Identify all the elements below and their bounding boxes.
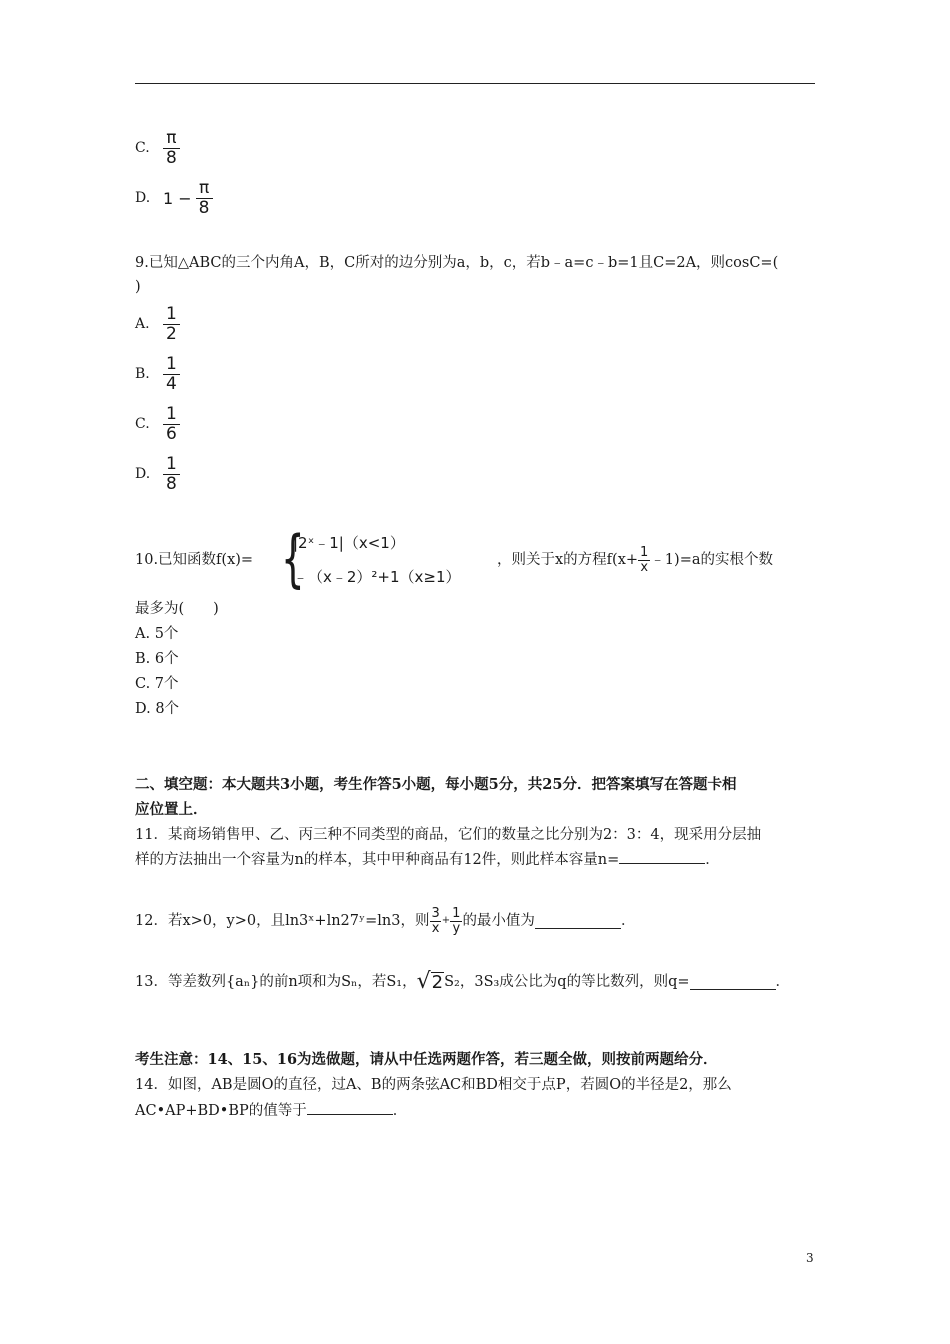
sqrt-icon: √ xyxy=(416,969,431,994)
q9-option-a: A. $\frac{1}{2}$ xyxy=(135,302,180,346)
section-heading-line2: 应位置上． xyxy=(135,801,208,818)
q9-stem-line2: ) xyxy=(135,279,141,295)
q9-option-b: B. $\frac{1}{4}$ xyxy=(135,352,180,396)
q10-prefix: 10.已知函数f(x)= xyxy=(135,552,254,568)
option-prefix: 1 − xyxy=(163,188,192,208)
q12: 12．若x>0，y>0，且ln3ˣ+ln27ʸ=ln3，则 $\frac{3}{x}$ + $\frac{1}{y}$ 的最小值为 ． xyxy=(135,905,636,936)
q10-stem-line2: 最多为( ) xyxy=(135,601,219,617)
q10-option-b: B. 6个 xyxy=(135,651,179,667)
q10-option-a: A. 5个 xyxy=(135,626,179,642)
q14-line1: 14．如图，AB是圆O的直径，过A、B的两条弦AC和BD相交于点P，若圆O的半径是2，那么 xyxy=(135,1077,732,1093)
answer-blank xyxy=(307,1100,393,1115)
piecewise-function xyxy=(281,522,491,595)
q11-line2: 样的方法抽出一个容量为n的样本，其中甲种商品有12件，则此样本容量n= ． xyxy=(135,849,720,870)
fraction: $\frac{1}{2}$ xyxy=(163,305,180,344)
q10-equation: ，则关于x的方程f(x+ $\frac{1}{x}$ ﹣1)=a的实根个数 xyxy=(497,544,773,575)
q13: 13．等差数列{aₙ}的前n项和为Sₙ，若S₁， √ 2 S₂，3S₃成公比为q的等比数列，则q= ． xyxy=(135,969,791,994)
fraction: $\frac{3}{x}$ xyxy=(431,905,440,936)
notice: 考生注意：14、15、16为选做题，请从中任选两题作答，若三题全做，则按前两题给分． xyxy=(135,1051,718,1068)
answer-blank xyxy=(535,914,621,929)
q9-option-d: D. $\frac{1}{8}$ xyxy=(135,452,180,496)
q8-option-d xyxy=(135,176,213,220)
q9-option-c: C. $\frac{1}{6}$ xyxy=(135,402,180,446)
fraction: $\frac{1}{4}$ xyxy=(163,355,180,394)
option-label: D. xyxy=(135,190,151,206)
fraction: $\frac{\pi}{8}$ xyxy=(196,179,213,218)
q10-option-d: D. 8个 xyxy=(135,701,180,717)
q10-option-c: C. 7个 xyxy=(135,676,179,692)
q8-option-c xyxy=(135,126,180,170)
fraction: $\frac{\pi}{8}$ xyxy=(163,129,180,168)
option-label: C. xyxy=(135,140,150,156)
fraction: $\frac{1}{y}$ xyxy=(452,905,461,936)
case-2: ﹣（x﹣2）²+1（x≥1） xyxy=(293,568,461,586)
section-heading-line1: 二、填空题：本大题共3小题，考生作答5小题，每小题5分，共25分．把答案填写在答题卡相 xyxy=(135,776,737,793)
q11-line1: 11．某商场销售甲、乙、丙三种不同类型的商品，它们的数量之比分别为2：3：4，现采用分层抽 xyxy=(135,827,762,843)
q14-line2: AC•AP+BD•BP的值等于 ． xyxy=(135,1100,407,1121)
case-1: |2ˣ﹣1|（x<1） xyxy=(293,534,405,552)
page-number: 3 xyxy=(806,1251,814,1265)
header-rule xyxy=(135,83,815,84)
fraction: $\frac{1}{x}$ xyxy=(640,544,649,575)
answer-blank xyxy=(619,849,705,864)
fraction: $\frac{1}{8}$ xyxy=(163,455,180,494)
q9-stem-line1: 9.已知△ABC的三个内角A，B，C所对的边分别为a，b，c，若b﹣a=c﹣b=1且C=2A，则cosC=( xyxy=(135,255,779,271)
sqrt: √ 2 xyxy=(416,969,444,994)
fraction: $\frac{1}{6}$ xyxy=(163,405,180,444)
answer-blank xyxy=(690,975,776,990)
left-brace-icon: { xyxy=(281,522,305,595)
